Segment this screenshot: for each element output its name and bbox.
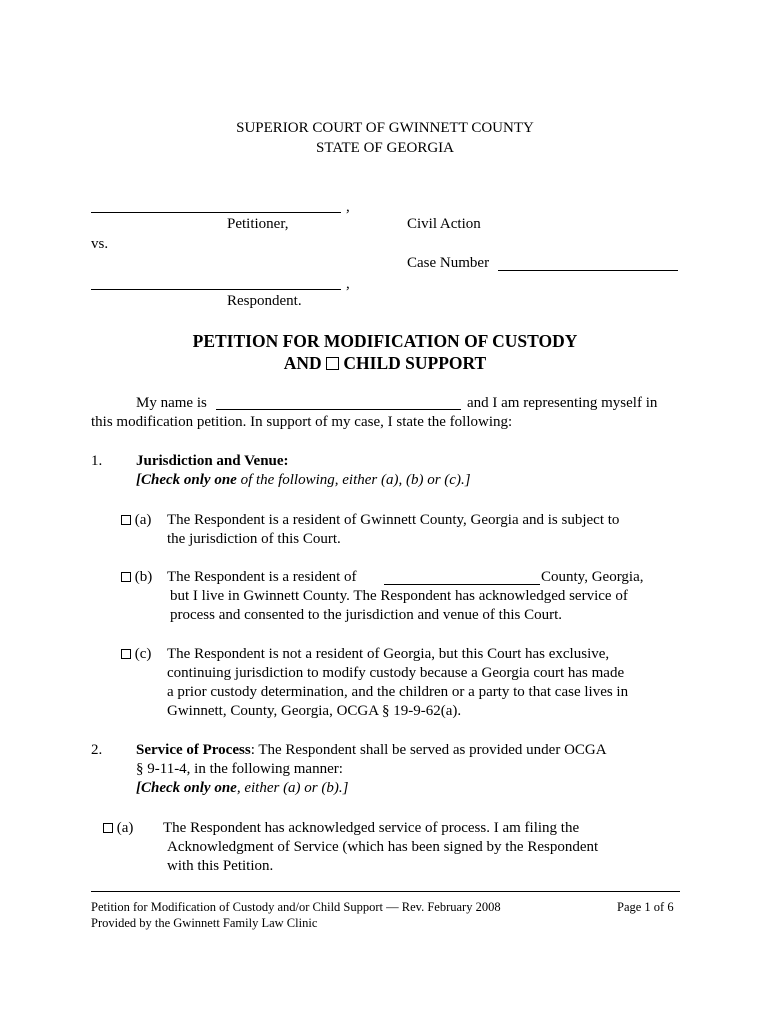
option-1c-line3: a prior custody determination, and the children or a party to that case lives in	[167, 684, 629, 700]
checkbox-1c[interactable]	[121, 649, 131, 659]
court-name: SUPERIOR COURT OF GWINNETT COUNTY	[236, 120, 534, 136]
option-2a	[103, 819, 133, 838]
section2-heading: Service of Process	[136, 742, 251, 758]
option-1c-label: (c)	[134, 646, 152, 662]
section2-instruction	[136, 779, 348, 798]
option-1b-line2: but I live in Gwinnett County. The Respondent has acknowledged service of	[170, 588, 628, 604]
instruction-rest: of the following, either (a), (b) or (c).]	[236, 472, 471, 488]
title-and: AND	[283, 353, 322, 373]
petitioner-label: Petitioner,	[227, 216, 289, 232]
instruction-emphasis: [Check only one	[136, 472, 237, 488]
option-1a-line2: the jurisdiction of this Court.	[167, 531, 341, 547]
section1-instruction	[136, 471, 471, 490]
respondent-name-line[interactable]	[91, 289, 341, 290]
option-1b-line1-suffix: County, Georgia,	[541, 569, 644, 585]
option-2a-line1: The Respondent has acknowledged service of process. I am filing the	[163, 820, 580, 836]
document-title-line1: PETITION FOR MODIFICATION OF CUSTODY	[192, 331, 578, 351]
option-1b-label: (b)	[134, 569, 153, 585]
case-number-label: Case Number	[407, 255, 490, 271]
instruction-rest: , either (a) or (b).]	[236, 780, 349, 796]
option-1b	[121, 568, 152, 587]
section2-line1	[136, 741, 607, 760]
option-2a-line3: with this Petition.	[167, 858, 274, 874]
checkbox-1b[interactable]	[121, 572, 131, 582]
checkbox-2a[interactable]	[103, 823, 113, 833]
civil-action-label: Civil Action	[407, 216, 481, 232]
caption-comma: ,	[346, 199, 350, 215]
option-1c	[121, 645, 151, 664]
option-2a-label: (a)	[116, 820, 134, 836]
option-1a	[121, 511, 151, 530]
footer-provider: Provided by the Gwinnett Family Law Clinic	[91, 916, 318, 930]
footer-divider	[91, 891, 680, 892]
intro-representing: and I am representing myself in	[467, 395, 658, 411]
caption-comma: ,	[346, 276, 350, 292]
option-1b-line1-prefix: The Respondent is a resident of	[167, 569, 357, 585]
option-1c-line2: continuing jurisdiction to modify custody because a Georgia court has made	[167, 665, 625, 681]
respondent-label: Respondent.	[227, 293, 302, 309]
option-1c-line1: The Respondent is not a resident of Georgia, but this Court has exclusive,	[167, 646, 610, 662]
section1-number: 1.	[91, 453, 103, 469]
intro-my-name: My name is	[136, 395, 207, 411]
section2-line1-rest: : The Respondent shall be served as provided under OCGA	[250, 742, 607, 758]
checkbox-1a[interactable]	[121, 515, 131, 525]
section2-number: 2.	[91, 742, 103, 758]
case-number-line[interactable]	[498, 270, 678, 271]
option-2a-line2: Acknowledgment of Service (which has been signed by the Respondent	[167, 839, 599, 855]
state-name: STATE OF GEORGIA	[316, 140, 454, 156]
my-name-line[interactable]	[216, 409, 461, 410]
versus-label: vs.	[91, 236, 109, 252]
option-1b-line3: process and consented to the jurisdiction and venue of this Court.	[170, 607, 562, 623]
section1-heading: Jurisdiction and Venue:	[136, 453, 289, 469]
county-name-line[interactable]	[384, 584, 540, 585]
option-1a-line1: The Respondent is a resident of Gwinnett County, Georgia and is subject to	[167, 512, 620, 528]
footer-form-title: Petition for Modification of Custody and/or Child Support — Rev. February 2008	[91, 900, 501, 914]
intro-line2: this modification petition. In support of my case, I state the following:	[91, 414, 513, 430]
petitioner-name-line[interactable]	[91, 212, 341, 213]
option-1a-label: (a)	[134, 512, 152, 528]
section2-line2: § 9-11-4, in the following manner:	[136, 761, 343, 777]
option-1c-line4: Gwinnett, County, Georgia, OCGA § 19-9-62(a).	[167, 703, 462, 719]
child-support-checkbox[interactable]	[326, 357, 339, 370]
title-child-support: CHILD SUPPORT	[343, 353, 487, 373]
instruction-emphasis: [Check only one	[136, 780, 237, 796]
footer-page-number: Page 1 of 6	[617, 900, 674, 914]
document-title-line2	[0, 352, 770, 374]
